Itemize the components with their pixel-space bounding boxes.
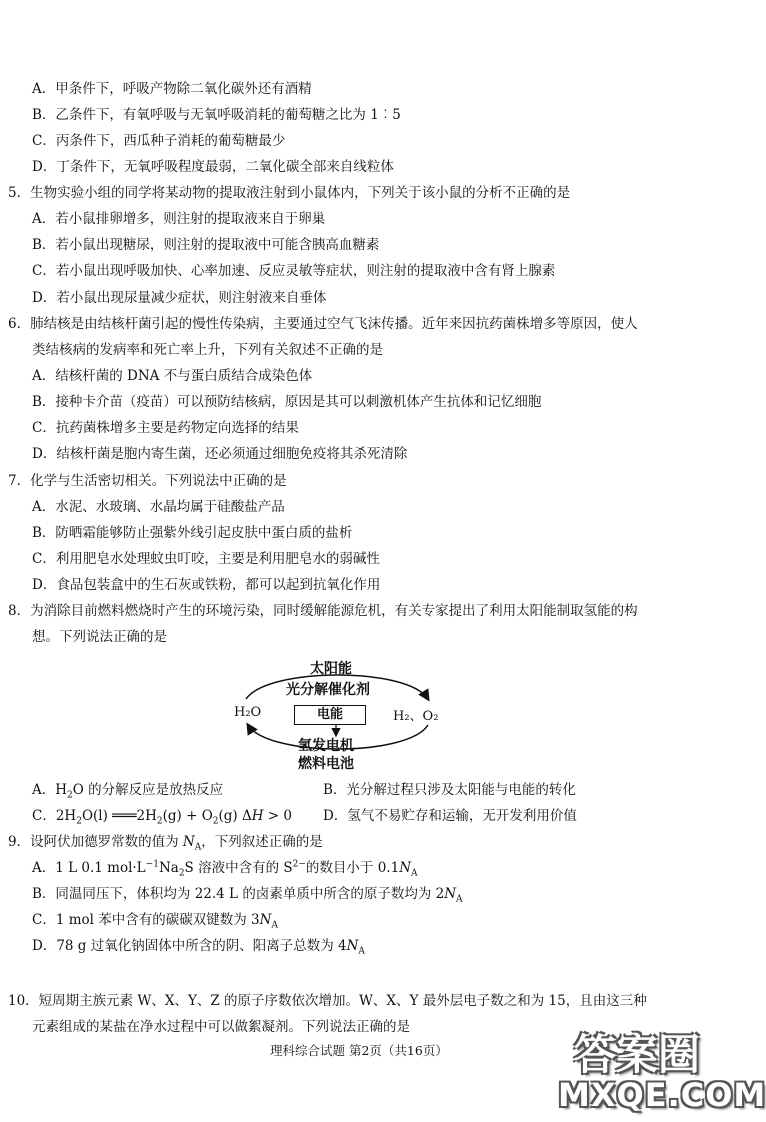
q6-stem-line1: 6．肺结核是由结核杆菌引起的慢性传染病，主要通过空气飞沫传播。近年来因抗药菌株增多等原因，使人 bbox=[8, 316, 638, 332]
q5-option-a: A．若小鼠排卵增多，则注射的提取液来自于卵巢 bbox=[32, 211, 326, 227]
q7-option-d: D．食品包装盒中的生石灰或铁粉，都可以起到抗氧化作用 bbox=[32, 577, 381, 593]
q4-option-d: D．丁条件下，无氧呼吸程度最弱，二氧化碳全部来自线粒体 bbox=[32, 159, 394, 175]
q7-option-b: B．防晒霜能够防止强紫外线引起皮肤中蛋白质的盐析 bbox=[32, 525, 353, 541]
hydrogen-generator-label: 氢发电机 bbox=[298, 738, 354, 754]
water-label: H₂O bbox=[234, 705, 262, 720]
q5-option-b: B．若小鼠出现糖尿，则注射的提取液中可能含胰高血糖素 bbox=[32, 237, 380, 253]
q6-option-a: A．结核杆菌的 DNA 不与蛋白质结合成染色体 bbox=[32, 368, 313, 384]
q8-option-c: C．$2H_2O(l)$ $═══2H_2(g) + O_2(g) \Delta H > 0$ bbox=[32, 808, 292, 827]
q9-option-a: A．1 L 0.1 $mol\cdot L^{-1}Na_2S$ 溶液中含有的 $S^{2-}$的数目小于 $0.1N_A$ bbox=[32, 859, 418, 879]
q8-stem-line1: 8．为消除目前燃料燃烧时产生的环境污染，同时缓解能源危机，有关专家提出了利用太阳能制取氢能的构 bbox=[8, 603, 638, 619]
q10-stem-line1: 10．短周期主族元素 W、X、Y、Z 的原子序数依次增加。W、X、Y 最外层电子数之和为 15，且由这三种 bbox=[8, 993, 647, 1009]
q9-stem: 9．设阿伏加德罗常数的值为 $N_A$，下列叙述正确的是 bbox=[8, 834, 323, 853]
q8-option-a: A．$H_2O$ 的分解反应是放热反应 bbox=[32, 782, 224, 801]
q5-stem: 5．生物实验小组的同学将某动物的提取液注射到小鼠体内，下列关于该小鼠的分析不正确的是 bbox=[8, 185, 571, 201]
q4-option-b: B．乙条件下，有氧呼吸与无氧呼吸消耗的葡萄糖之比为 1︰5 bbox=[32, 107, 401, 123]
q8-option-b: B．光分解过程只涉及太阳能与电能的转化 bbox=[323, 782, 576, 798]
solar-energy-label: 太阳能 bbox=[310, 661, 352, 677]
q7-option-c: C．利用肥皂水处理蚊虫叮咬，主要是利用肥皂水的弱碱性 bbox=[32, 551, 380, 567]
q9-option-d: D．78 g 过氧化钠固体中所含的阴、阳离子总数为 $4N_A$ bbox=[32, 938, 365, 957]
q6-option-d: D．结核杆菌是胞内寄生菌，还必须通过细胞免疫将其杀死清除 bbox=[32, 446, 408, 462]
watermark-bottom-text: MXQE.COM bbox=[558, 1076, 766, 1114]
watermark-logo bbox=[558, 1022, 766, 1118]
q8-stem-line2: 想。下列说法正确的是 bbox=[32, 629, 167, 645]
q7-option-a: A．水泥、水玻璃、水晶均属于硅酸盐产品 bbox=[32, 499, 285, 515]
watermark-top-text: 答案圈 bbox=[574, 1030, 701, 1079]
q5-option-c: C．若小鼠出现呼吸加快、心率加速、反应灵敏等症状，则注射的提取液中含有肾上腺素 bbox=[32, 263, 556, 279]
solar-hydrogen-cycle-diagram bbox=[228, 655, 448, 773]
q6-stem-line2: 类结核病的发病率和死亡率上升，下列有关叙述不正确的是 bbox=[32, 342, 383, 358]
electric-energy-box: 电能 bbox=[294, 705, 366, 725]
q5-option-d: D．若小鼠出现尿量减少症状，则注射液来自垂体 bbox=[32, 290, 327, 306]
catalyst-label: 光分解催化剂 bbox=[286, 682, 370, 698]
q6-option-b: B．接种卡介苗（疫苗）可以预防结核病，原因是其可以刺激机体产生抗体和记忆细胞 bbox=[32, 394, 542, 410]
q8-option-d: D．氢气不易贮存和运输，无开发利用价值 bbox=[323, 808, 577, 824]
hydrogen-oxygen-label: H₂、O₂ bbox=[393, 709, 439, 724]
q9-option-b: B．同温同压下，体积均为 22.4 L 的卤素单质中所含的原子数均为 $2N_A$ bbox=[32, 886, 463, 905]
q4-option-a: A．甲条件下，呼吸产物除二氧化碳外还有酒精 bbox=[32, 81, 312, 97]
q9-option-c: C．1 mol 苯中含有的碳碳双键数为 $3N_A$ bbox=[32, 912, 278, 931]
q10-stem-line2: 元素组成的某盐在净水过程中可以做絮凝剂。下列说法正确的是 bbox=[32, 1019, 410, 1035]
q4-option-c: C．丙条件下，西瓜种子消耗的葡萄糖最少 bbox=[32, 133, 286, 149]
page-footer: 理科综合试题 第2页（共16页） bbox=[270, 1043, 448, 1058]
q7-stem: 7．化学与生活密切相关。下列说法中正确的是 bbox=[8, 473, 287, 489]
fuel-cell-label: 燃料电池 bbox=[298, 756, 354, 772]
q6-option-c: C．抗药菌株增多主要是药物定向选择的结果 bbox=[32, 420, 299, 436]
